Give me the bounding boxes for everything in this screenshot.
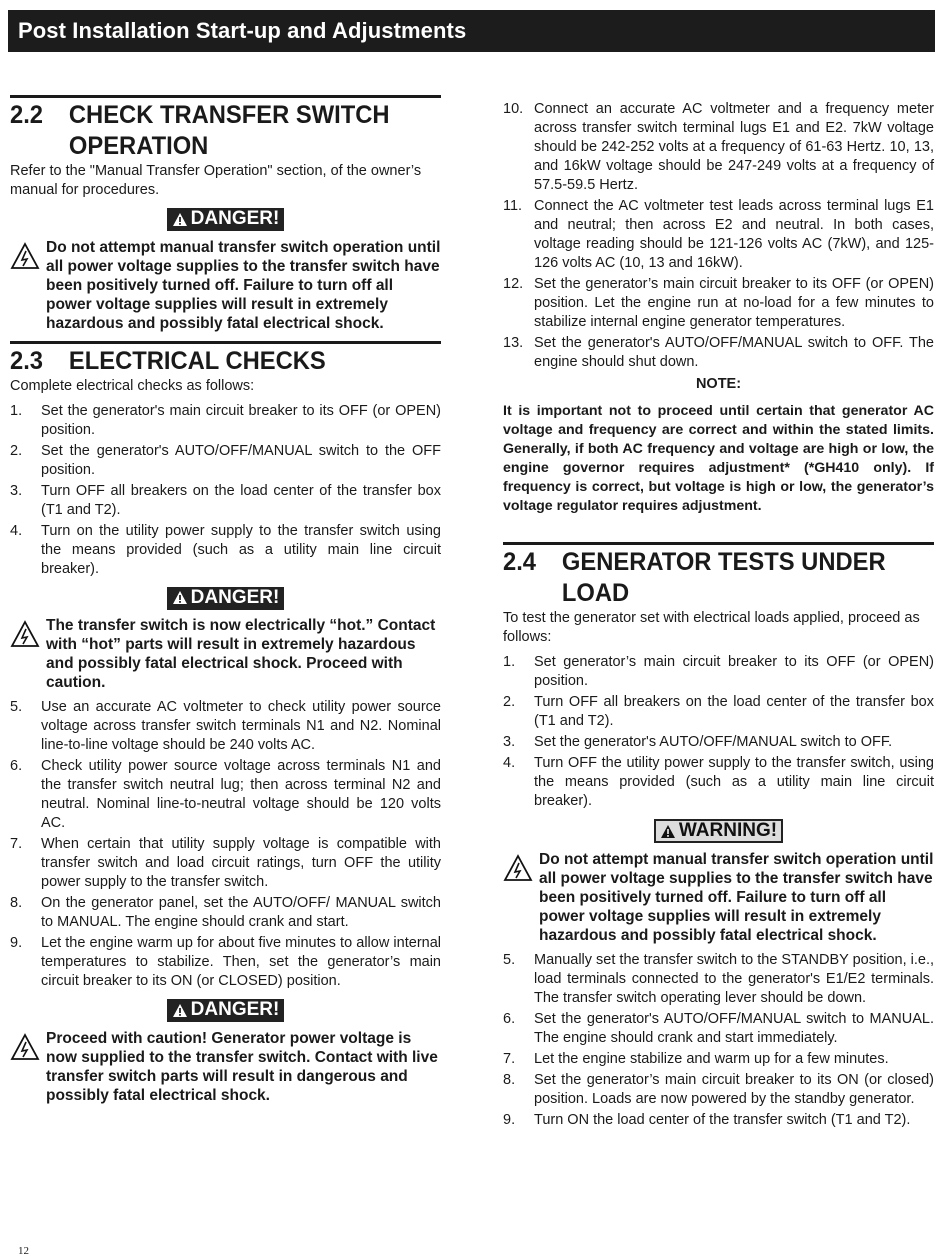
step-text: Set the generator's AUTO/OFF/MANUAL switch to the OFF position. [41,442,441,478]
step-text: Set the generator's AUTO/OFF/MANUAL switch to OFF. [534,734,893,750]
section-intro: To test the generator set with electrical loads applied, proceed as follows: [503,610,920,645]
step-text: Turn OFF the utility power supply to the transfer switch, using the means provided (such as a utility main line circuit breaker). [534,755,934,809]
step-item [503,275,934,332]
badge-label: WARNING! [678,820,778,841]
right-column [503,100,934,1132]
step-text: Check utility power source voltage across terminals N1 and the transfer switch neutral lug; then across terminal N2 and neutral. Nominal line-to-neutral voltage should be 120 volts AC. [41,758,441,831]
electric-shock-icon [10,1033,40,1061]
danger-alert [10,238,441,333]
warning-badge [654,819,783,843]
step-text: Set the generator’s main circuit breaker to its OFF (or OPEN) position. Let the engine run at no-load for a few minutes to stabilize internal engine generator temperatures. [534,276,934,330]
step-number: 6. [503,1010,516,1027]
page-header-banner [8,10,935,52]
step-item [10,835,441,892]
step-item [503,693,934,731]
step-text: Turn OFF all breakers on the load center of the transfer box (T1 and T2). [41,482,441,518]
warning-triangle-icon [172,590,188,605]
electric-shock-icon [10,242,40,270]
step-text: Connect the AC voltmeter test leads across terminal lugs E1 and neutral; then across E2 and neutral. In both cases, voltage reading should be 121-126 volts AC (7kW), and 125-126 volts AC (10, 13 and 16kW). [534,198,934,271]
step-text: Let the engine warm up for about five minutes to allow internal temperatures to stabilize. Then, set the generator’s main circuit breaker to its ON (or CLOSED) position. [41,935,441,989]
step-text: Turn on the utility power supply to the transfer switch using the means provided (such as a utility main line circuit breaker). [41,522,441,577]
step-item [10,442,441,480]
badge-label: DANGER! [190,586,280,608]
step-number: 9. [10,935,23,951]
alert-text: Proceed with caution! Generator power voltage is now supplied to the transfer switch. Contact with live transfer switch parts will result in dangerous and possibly fatal electrical shock. [46,1029,438,1104]
step-item [503,1010,934,1048]
step-text: Turn ON the load center of the transfer switch (T1 and T2). [534,1111,911,1128]
step-text: Set the generator’s main circuit breaker to its ON (or closed) position. Loads are now powered by the standby generator. [534,1071,934,1107]
section-title: GENERATOR TESTS UNDER LOAD [561,548,886,607]
step-item [503,100,934,195]
danger-badge [167,208,285,231]
step-text: Set generator’s main circuit breaker to its OFF (or OPEN) position. [534,654,934,689]
step-number: 7. [10,836,23,852]
step-number: 2. [10,442,23,459]
note-text: It is important not to proceed until certain that generator AC voltage and frequency are correct and within the stated limits. Generally, if both AC frequency and voltage are high or low, the engine governor requires adjustment* (*GH410 only). If frequency is correct, but voltage is high or low, the generator’s voltage regulator requires adjustment. [503,403,934,514]
steps-list [10,402,441,579]
step-item [503,653,934,691]
section-number: 2.2 [10,101,44,129]
step-item [10,894,441,932]
badge-label: DANGER! [190,208,280,229]
step-text: Let the engine stabilize and warm up for a few minutes. [534,1050,889,1067]
step-number: 11. [503,198,523,214]
step-item [503,951,934,1008]
step-text: On the generator panel, set the AUTO/OFF/ MANUAL switch to MANUAL. The engine should crank and start. [41,895,441,930]
step-item [10,757,441,833]
step-text: Set the generator's main circuit breaker to its OFF (or OPEN) position. [41,402,441,438]
step-number: 4. [10,522,23,539]
step-number: 3. [10,482,23,499]
step-number: 10. [503,101,524,117]
step-number: 3. [503,734,516,750]
step-text: Connect an accurate AC voltmeter and a frequency meter across transfer switch terminal lugs E1 and E2. 7kW voltage should be 242-252 volts at a frequency of 61-63 Hertz. 10, 13, and 16kW voltage should be 247-249 volts at a frequency of 57.5-59.5 Hertz. [534,101,934,193]
step-number: 1. [503,654,516,670]
step-number: 12. [503,276,524,292]
section-2-3-heading [10,341,441,377]
step-item [10,698,441,755]
alert-text: Do not attempt manual transfer switch operation until all power voltage supplies to the transfer switch have been positively turned off. Failure to turn off all power voltage supplies will result in extremely hazardous and possibly fatal electrical shock. [539,850,934,944]
step-item [10,402,441,440]
warning-triangle-icon [172,1003,188,1018]
step-text: Set the generator's AUTO/OFF/MANUAL switch to MANUAL. The engine should crank and start immediately. [534,1010,934,1046]
left-column [10,95,441,1111]
steps-list [503,653,934,811]
warning-alert [503,850,934,945]
step-item [503,754,934,811]
step-number: 7. [503,1050,516,1067]
badge-label: DANGER! [190,999,280,1020]
step-number: 8. [10,895,23,911]
section-title: CHECK TRANSFER SWITCH OPERATION [68,101,390,160]
step-item [503,1050,934,1069]
section-2-4-heading [503,542,934,609]
danger-alert [10,616,441,692]
step-number: 1. [10,402,23,419]
section-2-2-heading [10,95,441,162]
step-text: Set the generator's AUTO/OFF/MANUAL switch to OFF. The engine should shut down. [534,335,934,370]
step-item [503,1071,934,1109]
danger-badge [167,999,285,1022]
steps-list [503,951,934,1130]
alert-text: Do not attempt manual transfer switch operation until all power voltage supplies to the transfer switch have been positively turned off. Failure to turn off all power voltage supplies will result in extremely hazardous and possibly fatal electrical shock. [46,238,441,332]
step-number: 5. [10,699,23,715]
section-intro: Complete electrical checks as follows: [10,377,255,394]
electric-shock-icon [10,620,40,648]
step-item [503,334,934,372]
warning-triangle-icon [660,824,676,839]
step-number: 8. [503,1071,516,1088]
step-item [10,522,441,579]
step-item [503,197,934,273]
step-number: 2. [503,694,516,710]
warning-triangle-icon [172,212,188,227]
step-number: 5. [503,951,516,968]
page-header-title: Post Installation Start-up and Adjustments [18,18,467,43]
step-text: Turn OFF all breakers on the load center of the transfer box (T1 and T2). [534,694,934,729]
electric-shock-icon [503,854,533,882]
step-item [503,733,934,752]
section-number: 2.3 [10,346,44,375]
danger-alert [10,1029,441,1105]
step-text: Manually set the transfer switch to the STANDBY position, i.e., load terminals connected to the generator's E1/E2 terminals. The transfer switch operating lever should be down. [534,951,935,1006]
step-text: Use an accurate AC voltmeter to check utility power source voltage across transfer switch terminals N1 and N2. Nominal line-to-line voltage should be 240 volts AC. [41,699,441,753]
alert-text: The transfer switch is now electrically “hot.” Contact with “hot” parts will result in extremely hazardous and possibly fatal electrical shock. Proceed with caution. [46,617,436,691]
danger-badge [167,587,285,610]
section-number: 2.4 [503,548,537,576]
steps-list [503,100,934,372]
step-number: 9. [503,1111,516,1128]
section-title: ELECTRICAL CHECKS [68,346,326,375]
step-number: 6. [10,758,23,774]
step-item [503,1111,934,1130]
step-item [10,482,441,520]
step-item [10,934,441,991]
step-number: 13. [503,335,524,351]
section-intro: Refer to the "Manual Transfer Operation" section, of the owner’s manual for procedures. [10,163,422,198]
page-number: 12 [18,1245,29,1257]
step-number: 4. [503,755,516,771]
step-text: When certain that utility supply voltage is compatible with transfer switch and load circuit ratings, turn OFF the utility power supply to the transfer switch. [41,836,441,890]
note-title: NOTE: [695,376,742,392]
steps-list [10,698,441,991]
